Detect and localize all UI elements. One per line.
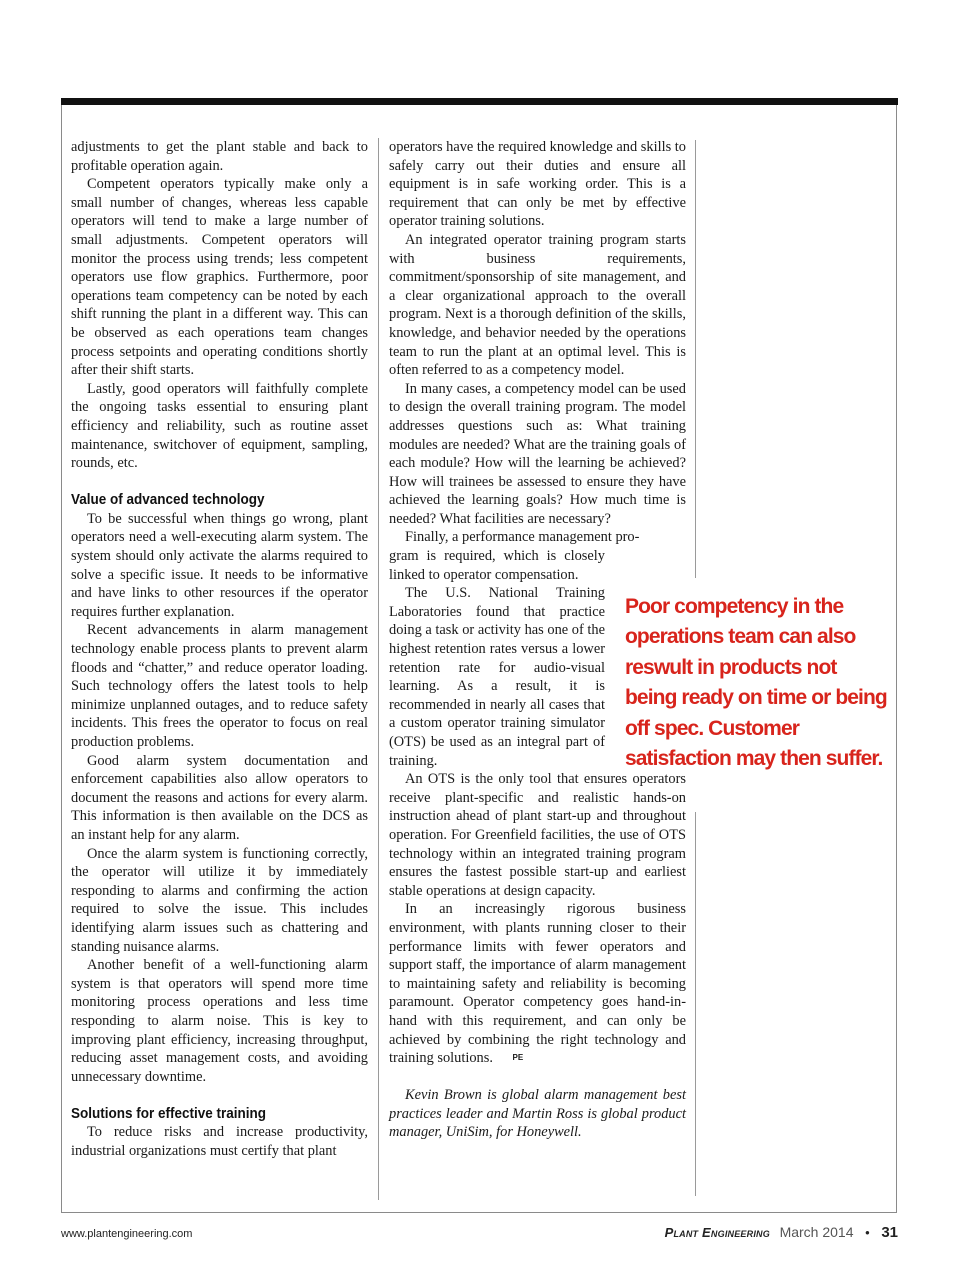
paragraph: In many cases, a competency model can be used to design the overall training program. The model addresses questions such as: What training modules are needed? What are the training goals of each module? How will the learning be achieved? How will trainees be assessed to ensure they have achieved the learning goals? How much time is needed? What facilities are necessary?	[389, 380, 686, 527]
paragraph: Good alarm system documentation and enforcement capabilities also allow operators to document the reasons and actions for every alarm. This information is then available on the DCS as an instant help for any alarm.	[71, 752, 368, 843]
paragraph: operators have the required knowledge and skills to safely carry out their duties and ensure all equipment is in safe working order. This is a requirement that can only be met by effective operator training solutions.	[389, 139, 686, 230]
paragraph: Competent operators typically make only a small number of changes, whereas less capable operators will tend to make a large number of small adjustments. Competent operators will monitor the process using trends; less competent operators use flow graphics. Furthermore, poor operations team competency can be noted by each shift running the plant in a different way. This can be observed as each operations team changes process setpoints and operating conditions shortly after their shift starts.	[71, 176, 368, 379]
paragraph: Finally, a performance management pro-	[405, 529, 640, 546]
author-byline: Kevin Brown is global alarm management best practices leader and Martin Ross is global product manager, UniSim, for Honeywell.	[389, 1087, 686, 1141]
paragraph-text: In an increasingly rigorous business environment, with plants running closer to their performance limits with fewer operators and support staff, the importance of alarm management to maintaining safety and reliability is becoming paramount. Operator competency goes hand-in-hand with this requirement, and can only be achieved by combining the right technology and training solutions.	[389, 901, 686, 1067]
issue-date: March 2014	[779, 1224, 854, 1240]
paragraph: An integrated operator training program starts with business requirements, commitment/sponsorship of site management, and a clear organizational approach to the overall program. Next is a thorough definition of the skills, knowledge, and behavior needed by the operations team to run the plant at an optimal level. This is often referred to as a competency model.	[389, 231, 686, 379]
magazine-name: Plant Engineering	[664, 1225, 770, 1240]
paragraph: Once the alarm system is functioning correctly, the operator will utilize it by immediately responding to alarms and confirming the action required to solve the issue. This includes identifying alarm issues such as chattering and standing nuisance alarms.	[71, 845, 368, 955]
column-left	[71, 138, 368, 1161]
footer-url[interactable]: www.plantengineering.com	[61, 1228, 193, 1240]
sidebar-divider-top	[695, 140, 696, 578]
footer-folio	[665, 1224, 898, 1241]
paragraph: Lastly, good operators will faithfully complete the ongoing tasks essential to ensuring plant efficiency and reliability, such as routine asset maintenance, switchover of equipment, sampling, rounds, etc.	[71, 380, 368, 472]
paragraph: Recent advancements in alarm management technology enable process plants to prevent alarm floods and “chatter,” and reduce operator loading. Such technology offers the latest tools to help minimize unplanned outages, and to reduce safety incidents. This frees the operator to focus on real production problems.	[71, 622, 368, 750]
paragraph: gram is required, which is closely linked to operator compensation.	[389, 548, 605, 583]
pe-end-mark-icon: PE	[512, 1053, 524, 1063]
page-number: 31	[881, 1224, 898, 1241]
paragraph: To reduce risks and increase productivity, industrial organizations must certify that plant	[71, 1124, 368, 1160]
paragraph: To be successful when things go wrong, plant operators need a well-executing alarm system. The system should only activate the alarms required to solve a specific issue. It needs to be informative and have links to other resources if the operator requires further explanation.	[71, 510, 368, 620]
subhead-effective-training: Solutions for effective training	[71, 1104, 267, 1122]
top-rule	[61, 98, 898, 105]
sidebar-divider-bottom	[695, 812, 696, 1196]
subhead-advanced-technology: Value of advanced technology	[71, 491, 265, 509]
separator-dot: •	[865, 1225, 870, 1240]
paragraph: The U.S. National Training Laboratories found that practice doing a task or activity has one of the highest retention rates versus a lower retention rate for audio-visual learning. As a result, it is recommended in nearly all cases that a custom operator training simulator (OTS) be used as an integral part of training.	[389, 585, 605, 769]
paragraph: An OTS is the only tool that ensures operators receive plant-specific and realistic hands-on instruction ahead of plant start-up and throughout operation. For Greenfield facilities, the use of OTS technology within an integrated training program ensures the fastest possible start-up and earliest stable operations at design capacity.	[389, 771, 686, 899]
pull-quote: Poor competency in the operations team can also reswult in products not being ready on time or being off spec. Customer satisfaction may then suffer.	[625, 595, 887, 771]
paragraph	[389, 900, 686, 1067]
paragraph: Another benefit of a well-functioning alarm system is that operators will spend more time monitoring process operations and less time responding to alarm noise. This is key to improving plant efficiency, increasing throughput, reducing asset management costs, and avoiding unnecessary downtime.	[71, 957, 368, 1085]
paragraph: adjustments to get the plant stable and back to profitable operation again.	[71, 139, 368, 174]
column-divider	[378, 138, 379, 1200]
